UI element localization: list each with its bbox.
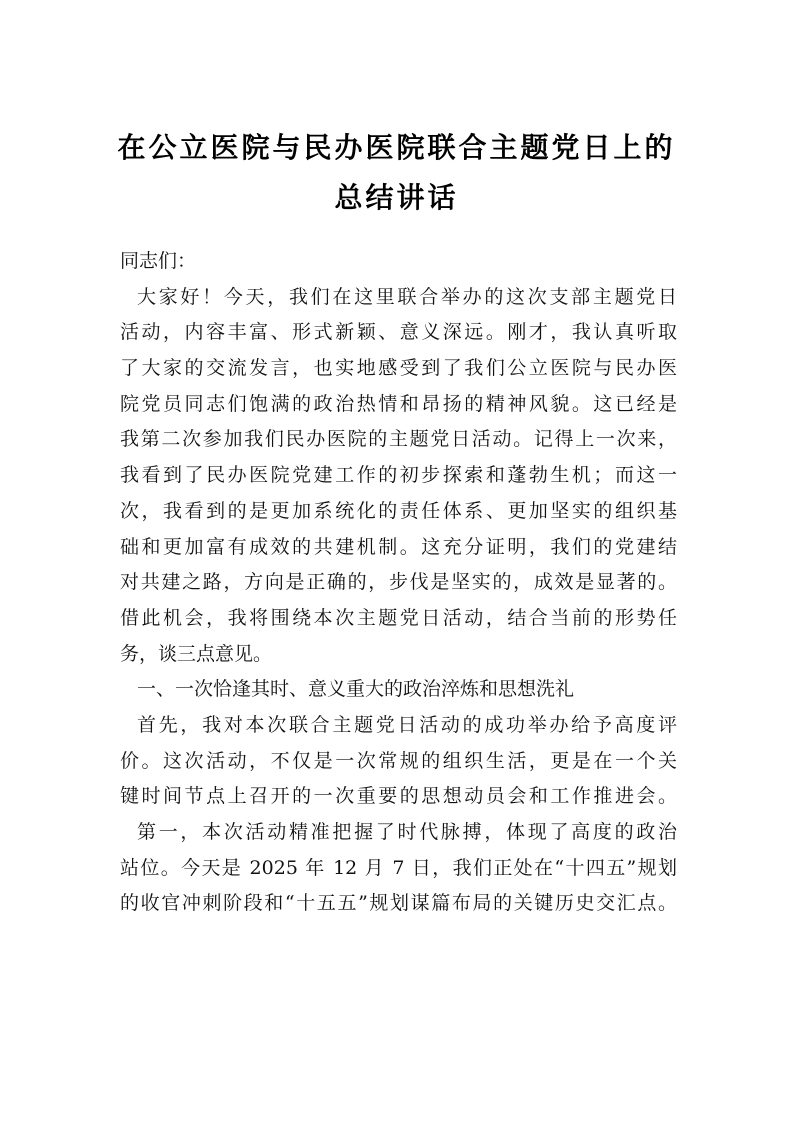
paragraph-line: 站位。今天是 2025 年 12 月 7 日，我们正处在“十四五”规划 xyxy=(120,856,677,879)
paragraph-line: 第一，本次活动精准把握了时代脉搏，体现了高度的政治 xyxy=(137,821,677,843)
document-title-line-2: 总结讲话 xyxy=(334,181,459,214)
paragraph-line: 我第二次参加我们民办医院的主题党日活动。记得上一次来， xyxy=(120,428,677,451)
paragraph-line: 借此机会，我将围绕本次主题党日活动，结合当前的形势任 xyxy=(120,606,677,629)
paragraph-line: 大家好！今天，我们在这里联合举办的这次支部主题党日 xyxy=(137,285,677,308)
paragraph-line: 对共建之路，方向是正确的，步伐是坚实的，成效是显著的。 xyxy=(120,571,677,594)
paragraph-line: 务，谈三点意见。 xyxy=(120,642,273,665)
paragraph-line: 键时间节点上召开的一次重要的思想动员会和工作推进会。 xyxy=(120,785,677,808)
paragraph-line: 我看到了民办医院党建工作的初步探索和蓬勃生机；而这一 xyxy=(120,464,677,487)
section-heading: 一、一次恰逢其时、意义重大的政治淬炼和思想洗礼 xyxy=(137,678,575,701)
paragraph-line: 的收官冲刺阶段和“十五五”规划谋篇布局的关键历史交汇点。 xyxy=(120,892,677,915)
paragraph-line: 了大家的交流发言，也实地感受到了我们公立医院与民办医 xyxy=(120,357,677,380)
paragraph-line: 院党员同志们饱满的政治热情和昂扬的精神风貌。这已经是 xyxy=(120,392,677,415)
paragraph-line: 活动，内容丰富、形式新颖、意义深远。刚才，我认真听取 xyxy=(120,321,677,344)
paragraph-line: 价。这次活动，不仅是一次常规的组织生活，更是在一个关 xyxy=(120,749,677,772)
paragraph-line: 次，我看到的是更加系统化的责任体系、更加坚实的组织基 xyxy=(120,499,677,522)
document-title-line-1: 在公立医院与民办医院联合主题党日上的 xyxy=(117,131,676,164)
paragraph-line: 础和更加富有成效的共建机制。这充分证明，我们的党建结 xyxy=(120,535,677,558)
salutation: 同志们： xyxy=(120,250,197,272)
paragraph-line: 首先，我对本次联合主题党日活动的成功举办给予高度评 xyxy=(137,713,677,736)
document-body xyxy=(120,244,677,922)
